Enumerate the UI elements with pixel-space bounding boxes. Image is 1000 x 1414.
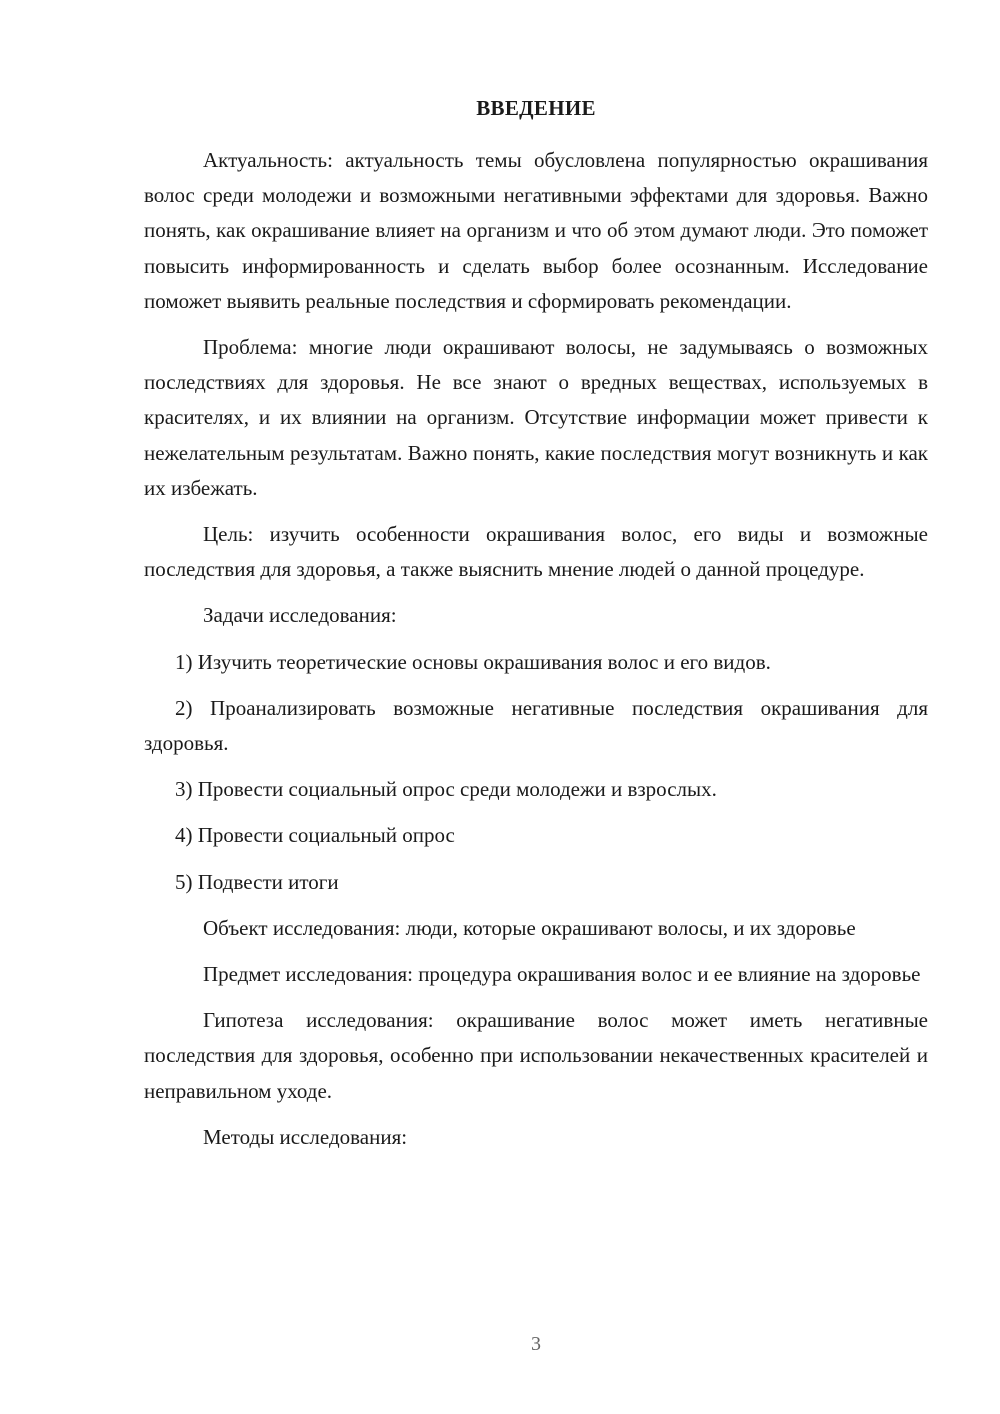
task-item: 1) Изучить теоретические основы окрашивания волос и его видов. [175,649,771,674]
task-item: 5) Подвести итоги [175,869,339,894]
subject-paragraph: Предмет исследования: процедура окрашивания волос и ее влияние на здоровье [203,962,921,987]
hypothesis-paragraph: Гипотеза исследования: окрашивание волос может иметь негативные последствия для здоровья, особенно при использовании некачественных красителей и неправильном уходе. [144,1008,928,1103]
relevance-paragraph: Актуальность: актуальность темы обусловлена популярностью окрашивания волос среди молодежи и возможными негативными эффектами для здоровья. Важно понять, как окрашивание влияет на организм и что об этом думают люди. Это поможет повысить информированность и сделать выбор более осознанным. Исследование поможет выявить реальные последствия и сформировать рекомендации. [144,148,928,313]
document-body [144,143,928,1155]
task-item: 3) Провести социальный опрос среди молодежи и взрослых. [175,777,717,802]
page-title: ВВЕДЕНИЕ [476,96,596,120]
task-item: 4) Провести социальный опрос [175,823,455,848]
methods-heading: Методы исследования: [203,1124,408,1149]
tasks-heading: Задачи исследования: [203,603,397,628]
task-item: 2) Проанализировать возможные негативные последствия окрашивания для здоровья. [144,695,928,756]
goal-paragraph: Цель: изучить особенности окрашивания волос, его виды и возможные последствия для здоровья, а также выяснить мнение людей о данной процедуре. [144,522,928,582]
object-paragraph: Объект исследования: люди, которые окрашивают волосы, и их здоровье [203,915,856,940]
page-number: 3 [531,1333,541,1355]
problem-paragraph: Проблема: многие люди окрашивают волосы, не задумываясь о возможных последствиях для здоровья. Не все знают о вредных веществах, используемых в красителях, и их влиянии на организм. Отсутствие информации может привести к нежелательным результатам. Важно понять, какие последствия могут возникнуть и как их избежать. [144,335,928,500]
